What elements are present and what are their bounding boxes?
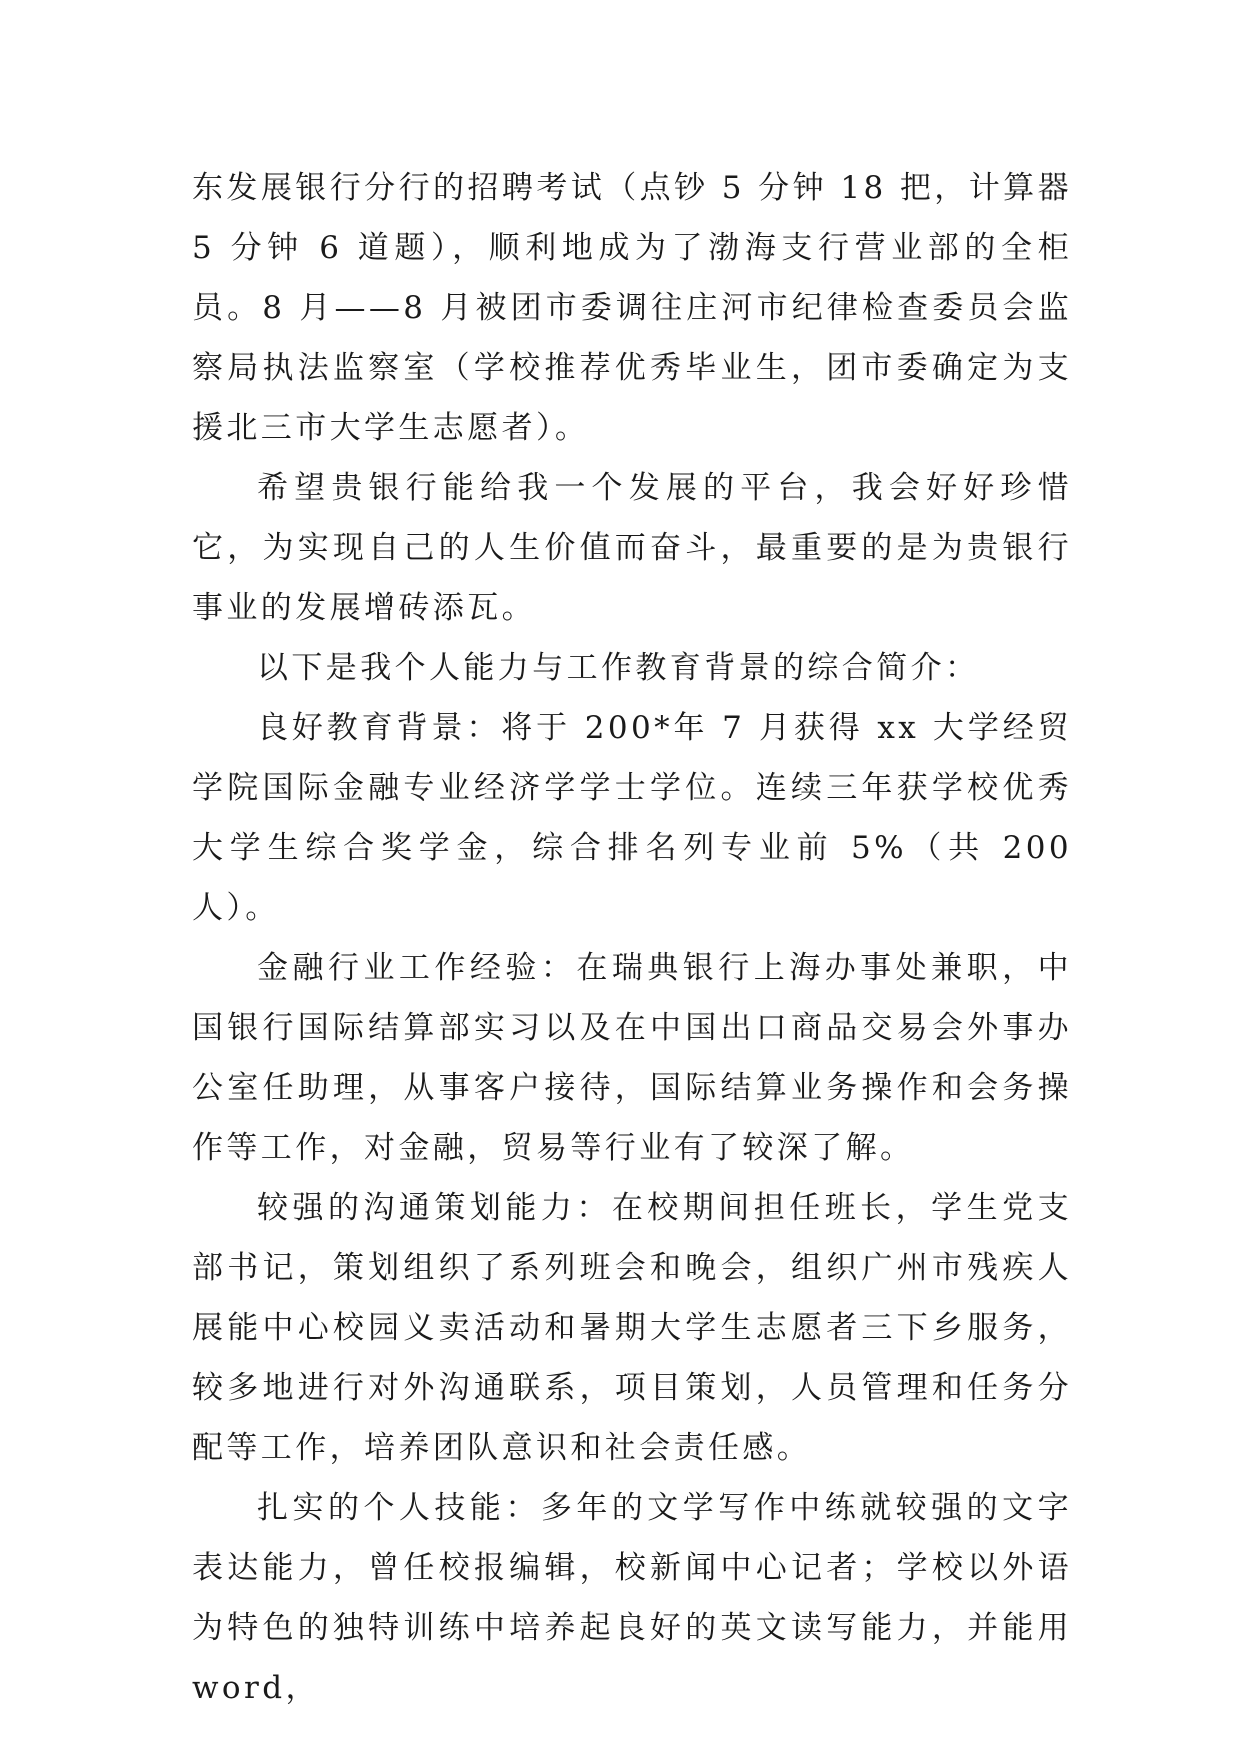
paragraph-1: 东发展银行分行的招聘考试（点钞 5 分钟 18 把，计算器 5 分钟 6 道题），顺利地成为了渤海支行营业部的全柜员。8 月——8 月被团市委调往庄河市纪律检查委员会监察局执法监察室（学校推荐优秀毕业生，团市委确定为支援北三市大学生志愿者）。 (192, 170, 1072, 446)
paragraph-7: 扎实的个人技能：多年的文学写作中练就较强的文字表达能力，曾任校报编辑，校新闻中心记者；学校以外语为特色的独特训练中培养起良好的英文读写能力，并能用 word， (192, 1490, 1072, 1706)
paragraph-4: 良好教育背景：将于 200*年 7 月获得 xx 大学经贸学院国际金融专业经济学学士学位。连续三年获学校优秀大学生综合奖学金，综合排名列专业前 5%（共 200 人）。 (192, 710, 1072, 926)
paragraph-5: 金融行业工作经验：在瑞典银行上海办事处兼职，中国银行国际结算部实习以及在中国出口商品交易会外事办公室任助理，从事客户接待，国际结算业务操作和会务操作等工作，对金融，贸易等行业有了较深了解。 (192, 950, 1072, 1166)
paragraph-2: 希望贵银行能给我一个发展的平台，我会好好珍惜它，为实现自己的人生价值而奋斗，最重要的是为贵银行事业的发展增砖添瓦。 (192, 470, 1072, 626)
document-body (192, 158, 1072, 1718)
paragraph-6: 较强的沟通策划能力：在校期间担任班长，学生党支部书记，策划组织了系列班会和晚会，组织广州市残疾人展能中心校园义卖活动和暑期大学生志愿者三下乡服务，较多地进行对外沟通联系，项目策划，人员管理和任务分配等工作，培养团队意识和社会责任感。 (192, 1190, 1072, 1466)
paragraph-3: 以下是我个人能力与工作教育背景的综合简介： (257, 650, 980, 686)
